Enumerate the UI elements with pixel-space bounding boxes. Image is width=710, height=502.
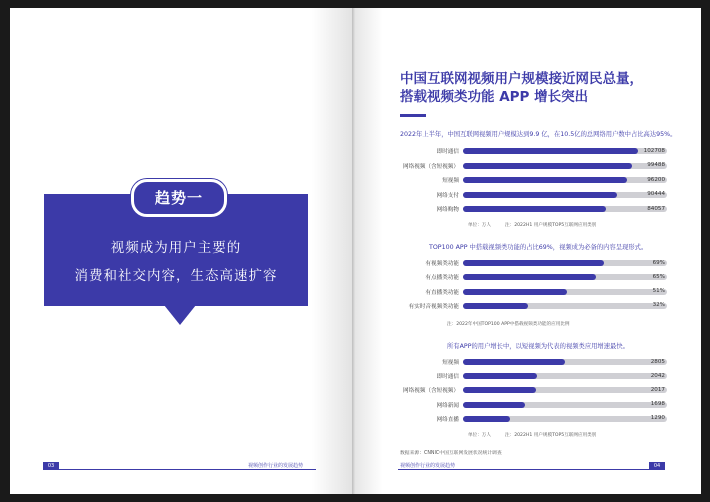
bar (463, 402, 525, 408)
unit-note: 单位：万人 (468, 223, 491, 228)
bar-value-label: 65% (652, 273, 665, 280)
page-number-left: 03 (43, 462, 59, 470)
footer-title-left: 视频创作行业的发展趋势 (248, 463, 304, 469)
bar (463, 387, 536, 393)
page-title-line-2: 搭载视频类功能 APP 增长突出 (400, 89, 589, 105)
footer-rule-left (59, 469, 316, 470)
bar-category-label: 网络新闻 (436, 402, 459, 409)
bar (463, 289, 567, 295)
bar (463, 274, 596, 280)
bar-track (463, 177, 667, 183)
bar-category-label: 有视频类功能 (425, 261, 459, 267)
bar (463, 206, 606, 212)
bar-track (463, 373, 667, 379)
bar-track (463, 303, 667, 309)
bar-track (463, 402, 667, 408)
chart-source-note: 注：2022H1 用户规模TOP5互联网应用类别 (505, 433, 597, 438)
bar (463, 148, 638, 154)
bar (463, 192, 617, 198)
bar-value-label: 2805 (650, 358, 665, 365)
bar-track (463, 148, 667, 154)
bar-track (463, 274, 667, 280)
bar-value-label: 32% (652, 302, 665, 309)
bar-value-label: 1698 (650, 401, 665, 408)
page-title-line-1: 中国互联网视频用户规模接近网民总量， (400, 71, 643, 87)
chart-title: TOP100 APP 中搭载视频类功能的占比69%，视频成为必备的内容呈现形式。 (429, 244, 648, 251)
bar-track (463, 260, 667, 266)
data-source: 数据来源：CNNIC中国互联网发展状况统计调查 (400, 451, 502, 456)
bar-value-label: 99488 (647, 162, 665, 169)
right-page (355, 8, 701, 494)
bar-category-label: 网络视频（含短视频） (403, 163, 459, 170)
bar-category-label: 有点播类功能 (425, 275, 459, 282)
bar-value-label: 1290 (650, 415, 665, 422)
bar (463, 416, 510, 422)
bar-category-label: 短视频 (442, 360, 459, 366)
trend-line-2: 消费和社交内容，生态高速扩容 (74, 268, 278, 284)
bar-category-label: 网络视频（含短视频） (403, 388, 459, 395)
bar-category-label: 即时通信 (436, 374, 459, 381)
bar-value-label: 2017 (650, 386, 665, 393)
footer-title-right: 视频创作行业的发展趋势 (400, 463, 456, 469)
bar-category-label: 有实时音视频类功能 (408, 303, 459, 310)
bar-category-label: 网络支付 (436, 192, 459, 199)
chart-source-note: 注：2022年中国TOP100 APP中搭载视频类功能的应用比例 (447, 322, 570, 327)
unit-note: 单位：万人 (468, 433, 491, 438)
chart-title: 2022年上半年，中国互联网视频用户规模达到9.9 亿，在10.5亿的总网络用户数中占比高达95%。 (400, 131, 677, 138)
bar (463, 359, 565, 365)
page-number-right: 04 (649, 462, 665, 470)
bar-value-label: 102708 (643, 147, 665, 154)
trend-badge: 趋势一 (131, 179, 227, 217)
bar-value-label: 90444 (647, 191, 665, 198)
bar-value-label: 69% (652, 259, 665, 266)
bar-track (463, 163, 667, 169)
trend-line-1: 视频成为用户主要的 (110, 240, 242, 256)
bar-value-label: 96200 (647, 176, 665, 183)
bar (463, 177, 627, 183)
chart-source-note: 注：2022H1 用户规模TOP5互联网应用类别 (505, 223, 597, 228)
bar-track (463, 359, 667, 365)
bar (463, 303, 528, 309)
bar (463, 260, 604, 266)
bar-category-label: 网络购物 (436, 207, 459, 214)
bar-track (463, 387, 667, 393)
title-underline (400, 114, 426, 117)
bar-track (463, 206, 667, 212)
bar-category-label: 网络直播 (436, 416, 459, 423)
bar-value-label: 84057 (647, 205, 665, 212)
bar-track (463, 416, 667, 422)
bar-value-label: 51% (652, 288, 665, 295)
bar-track (463, 192, 667, 198)
bar-category-label: 有直播类功能 (425, 289, 459, 296)
bar-category-label: 短视频 (442, 178, 459, 185)
bar (463, 163, 632, 169)
bar (463, 373, 537, 379)
bar-category-label: 即时通信 (436, 149, 459, 155)
left-page (10, 8, 353, 494)
callout-pointer (164, 305, 196, 325)
footer-rule-right (398, 469, 665, 470)
bar-value-label: 2042 (650, 372, 665, 379)
chart-title: 所有APP的用户增长中，以短视频为代表的视频类应用增速最快。 (447, 343, 629, 350)
bar-track (463, 289, 667, 295)
